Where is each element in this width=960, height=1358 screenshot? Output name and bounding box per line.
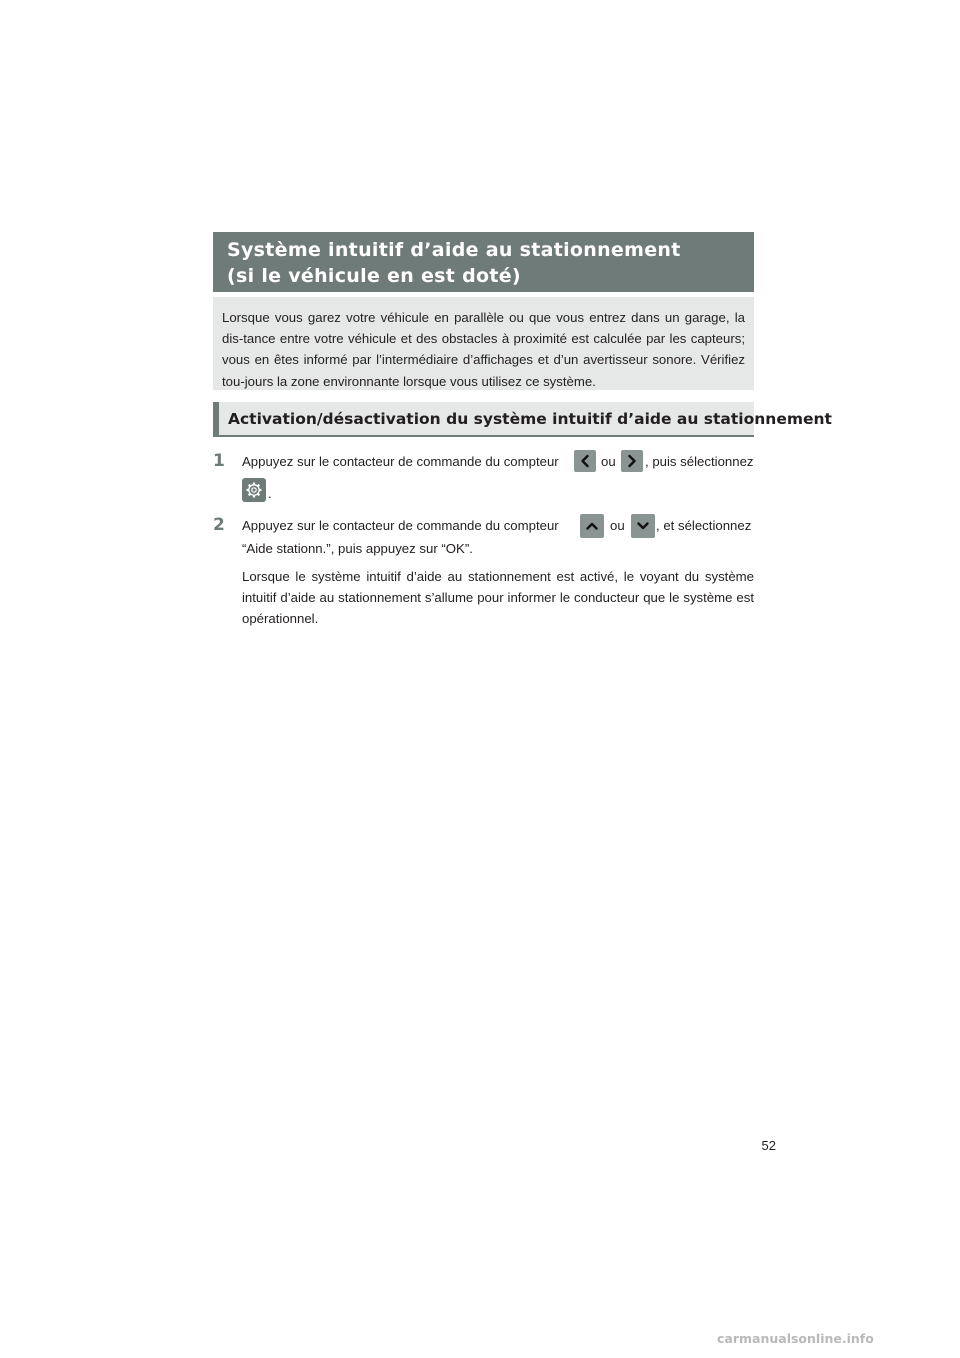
- page-title: Système intuitif d’aide au stationnement: [227, 239, 681, 261]
- step-1-text: Appuyez sur le contacteur de commande du compteur: [242, 454, 559, 469]
- step-2-or: ou: [610, 518, 625, 533]
- page-subtitle: (si le véhicule en est doté): [227, 265, 521, 287]
- subsection-title: Activation/désactivation du système intuitif d’aide au stationnement: [228, 410, 832, 428]
- chevron-right-icon: [621, 450, 643, 472]
- page-number: 52: [761, 1138, 776, 1153]
- step-2-text-line2: “Aide stationn.”, puis appuyez sur “OK”.: [242, 541, 473, 556]
- chevron-up-icon: [580, 514, 604, 538]
- intro-text: Lorsque vous garez votre véhicule en parallèle ou que vous entrez dans un garage, la dis-tance entre votre véhicule et des obstacles à proximité est calculée par les capteurs; vous en êtes informé par l’intermédiaire d’affichages et d’un avertisseur sonore. Vérifiez tou-jours la zone environnante lorsque vous utilisez ce système.: [222, 310, 745, 389]
- step-1-period: .: [268, 486, 272, 501]
- step-2-text-after: , et sélectionnez: [656, 518, 752, 533]
- subsection-header: [213, 402, 832, 437]
- step-1-number: 1: [213, 451, 225, 471]
- step-2-text: Appuyez sur le contacteur de commande du compteur: [242, 518, 559, 533]
- watermark: carmanualsonline.info: [717, 1331, 874, 1346]
- step-2-number: 2: [213, 515, 225, 535]
- gear-icon: [242, 478, 266, 502]
- chevron-down-icon: [631, 514, 655, 538]
- section-header: [213, 232, 754, 292]
- step-1-or: ou: [601, 454, 616, 469]
- intro-box: [213, 297, 754, 390]
- step-2-note: Lorsque le système intuitif d’aide au stationnement est activé, le voyant du système intuitif d’aide au stationnement s’allume pour informer le conducteur que le système est opérationnel.: [242, 569, 754, 627]
- step-1-text-after: , puis sélectionnez: [645, 454, 754, 469]
- chevron-left-icon: [574, 450, 596, 472]
